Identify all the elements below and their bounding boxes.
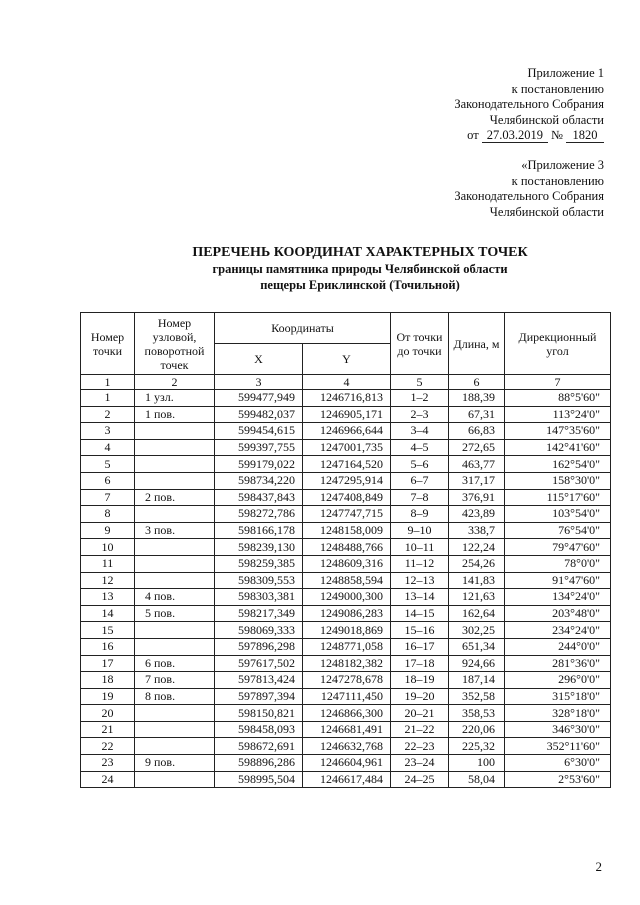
- cell-x: 598734,220: [215, 472, 303, 489]
- appendix-3-line-3: Законодательного Собрания: [454, 189, 604, 203]
- cell-point-no: 20: [81, 705, 135, 722]
- cell-point-no: 5: [81, 456, 135, 473]
- cell-x: 598995,504: [215, 771, 303, 788]
- cell-length: 66,83: [449, 423, 505, 440]
- cell-x: 599454,615: [215, 423, 303, 440]
- cell-x: 598458,093: [215, 721, 303, 738]
- cell-x: 598069,333: [215, 622, 303, 639]
- cell-from-to: 12–13: [391, 572, 449, 589]
- cell-length: 338,7: [449, 522, 505, 539]
- appendix-3-line-2: к постановлению: [511, 173, 604, 188]
- cell-bearing: 147°35'60": [505, 423, 611, 440]
- cell-length: 302,25: [449, 622, 505, 639]
- cell-y: 1248771,058: [303, 638, 391, 655]
- header-bearing: Дирекционный угол: [505, 313, 611, 375]
- cell-node-no: [135, 539, 215, 556]
- table-row: [81, 423, 611, 440]
- header-point-no: Номер точки: [81, 313, 135, 375]
- cell-bearing: 91°47'60": [505, 572, 611, 589]
- cell-node-no: 7 пов.: [135, 672, 215, 689]
- appendix-1-header: [304, 66, 604, 144]
- cell-point-no: 22: [81, 738, 135, 755]
- cell-x: 597617,502: [215, 655, 303, 672]
- cell-node-no: [135, 572, 215, 589]
- cell-bearing: 315°18'0": [505, 688, 611, 705]
- cell-node-no: [135, 506, 215, 523]
- cell-y: 1248182,382: [303, 655, 391, 672]
- cell-bearing: 6°30'0": [505, 755, 611, 772]
- appendix-3-line-4: Челябинской области: [489, 204, 604, 219]
- table-row: [81, 755, 611, 772]
- table-row: [81, 539, 611, 556]
- cell-from-to: 8–9: [391, 506, 449, 523]
- cell-from-to: 17–18: [391, 655, 449, 672]
- cell-point-no: 14: [81, 605, 135, 622]
- cell-node-no: 1 узл.: [135, 390, 215, 407]
- cell-point-no: 7: [81, 489, 135, 506]
- col-num-4: 4: [303, 375, 391, 390]
- cell-node-no: 1 пов.: [135, 406, 215, 423]
- cell-x: 598896,286: [215, 755, 303, 772]
- cell-y: 1248488,766: [303, 539, 391, 556]
- header-node-no: Номер узловой, поворотной точек: [135, 313, 215, 375]
- cell-point-no: 9: [81, 522, 135, 539]
- cell-length: 358,53: [449, 705, 505, 722]
- cell-node-no: [135, 456, 215, 473]
- table-row: [81, 472, 611, 489]
- cell-y: 1246716,813: [303, 390, 391, 407]
- cell-node-no: [135, 439, 215, 456]
- cell-length: 352,58: [449, 688, 505, 705]
- cell-y: 1247164,520: [303, 456, 391, 473]
- cell-point-no: 19: [81, 688, 135, 705]
- cell-length: 58,04: [449, 771, 505, 788]
- cell-bearing: 244°0'0": [505, 638, 611, 655]
- appendix-3-title: «Приложение 3: [521, 158, 604, 172]
- cell-x: 599482,037: [215, 406, 303, 423]
- cell-length: 225,32: [449, 738, 505, 755]
- cell-length: 122,24: [449, 539, 505, 556]
- cell-y: 1247408,849: [303, 489, 391, 506]
- cell-y: 1246681,491: [303, 721, 391, 738]
- cell-y: 1246905,171: [303, 406, 391, 423]
- cell-from-to: 20–21: [391, 705, 449, 722]
- cell-bearing: 76°54'0": [505, 522, 611, 539]
- cell-length: 254,26: [449, 555, 505, 572]
- page-number: 2: [595, 859, 602, 874]
- cell-x: 598437,843: [215, 489, 303, 506]
- cell-node-no: 3 пов.: [135, 522, 215, 539]
- cell-bearing: 203°48'0": [505, 605, 611, 622]
- cell-length: 272,65: [449, 439, 505, 456]
- table-row: [81, 705, 611, 722]
- cell-point-no: 1: [81, 390, 135, 407]
- cell-from-to: 22–23: [391, 738, 449, 755]
- cell-node-no: 4 пов.: [135, 589, 215, 606]
- table-row: [81, 605, 611, 622]
- cell-point-no: 4: [81, 439, 135, 456]
- cell-from-to: 5–6: [391, 456, 449, 473]
- cell-x: 598272,786: [215, 506, 303, 523]
- cell-y: 1248858,594: [303, 572, 391, 589]
- title-line-2: границы памятника природы Челябинской области: [212, 262, 508, 276]
- cell-length: 187,14: [449, 672, 505, 689]
- cell-y: 1247111,450: [303, 688, 391, 705]
- coordinates-table: [80, 312, 611, 788]
- date-prefix: от: [467, 128, 479, 142]
- cell-from-to: 13–14: [391, 589, 449, 606]
- appendix-1-date-line: [304, 128, 604, 144]
- cell-bearing: 88°5'60": [505, 390, 611, 407]
- cell-from-to: 10–11: [391, 539, 449, 556]
- header-length: Длина, м: [449, 313, 505, 375]
- header-y: Y: [303, 344, 391, 375]
- cell-y: 1246866,300: [303, 705, 391, 722]
- table-row: [81, 489, 611, 506]
- table-row: [81, 672, 611, 689]
- cell-y: 1247747,715: [303, 506, 391, 523]
- cell-node-no: 6 пов.: [135, 655, 215, 672]
- cell-x: 597896,298: [215, 638, 303, 655]
- cell-bearing: 134°24'0": [505, 589, 611, 606]
- table-row: [81, 589, 611, 606]
- cell-node-no: [135, 622, 215, 639]
- cell-node-no: [135, 423, 215, 440]
- cell-length: 188,39: [449, 390, 505, 407]
- cell-from-to: 3–4: [391, 423, 449, 440]
- cell-x: 598239,130: [215, 539, 303, 556]
- cell-bearing: 158°30'0": [505, 472, 611, 489]
- cell-from-to: 18–19: [391, 672, 449, 689]
- col-num-3: 3: [215, 375, 303, 390]
- col-num-6: 6: [449, 375, 505, 390]
- cell-bearing: 162°54'0": [505, 456, 611, 473]
- number-prefix: №: [550, 128, 563, 142]
- cell-y: 1247295,914: [303, 472, 391, 489]
- cell-point-no: 3: [81, 423, 135, 440]
- col-num-5: 5: [391, 375, 449, 390]
- table-row: [81, 406, 611, 423]
- cell-bearing: 346°30'0": [505, 721, 611, 738]
- cell-node-no: [135, 738, 215, 755]
- cell-bearing: 296°0'0": [505, 672, 611, 689]
- title-line-1: ПЕРЕЧЕНЬ КООРДИНАТ ХАРАКТЕРНЫХ ТОЧЕК: [192, 245, 528, 260]
- cell-from-to: 23–24: [391, 755, 449, 772]
- header-from-to: От точки до точки: [391, 313, 449, 375]
- table-row: [81, 638, 611, 655]
- cell-bearing: 234°24'0": [505, 622, 611, 639]
- resolution-number: 1820: [566, 129, 604, 143]
- table-row: [81, 688, 611, 705]
- document-title: [0, 244, 640, 293]
- cell-x: 597897,394: [215, 688, 303, 705]
- cell-point-no: 15: [81, 622, 135, 639]
- appendix-1-line-2: к постановлению: [511, 81, 604, 96]
- header-coordinates: Координаты: [215, 313, 391, 344]
- cell-from-to: 1–2: [391, 390, 449, 407]
- cell-x: 598672,691: [215, 738, 303, 755]
- table-row: [81, 439, 611, 456]
- table-row: [81, 506, 611, 523]
- cell-point-no: 21: [81, 721, 135, 738]
- col-num-2: 2: [135, 375, 215, 390]
- cell-node-no: 5 пов.: [135, 605, 215, 622]
- table-row: [81, 456, 611, 473]
- cell-length: 376,91: [449, 489, 505, 506]
- cell-from-to: 7–8: [391, 489, 449, 506]
- title-line-3: пещеры Ериклинской (Точильной): [260, 278, 460, 292]
- table-row: [81, 522, 611, 539]
- cell-x: 598259,385: [215, 555, 303, 572]
- cell-point-no: 12: [81, 572, 135, 589]
- table-row: [81, 655, 611, 672]
- cell-x: 597813,424: [215, 672, 303, 689]
- cell-from-to: 14–15: [391, 605, 449, 622]
- table-row: [81, 738, 611, 755]
- cell-length: 651,34: [449, 638, 505, 655]
- cell-x: 598150,821: [215, 705, 303, 722]
- cell-node-no: [135, 721, 215, 738]
- cell-bearing: 115°17'60": [505, 489, 611, 506]
- table-header: [81, 313, 611, 390]
- cell-node-no: 9 пов.: [135, 755, 215, 772]
- cell-bearing: 78°0'0": [505, 555, 611, 572]
- cell-point-no: 6: [81, 472, 135, 489]
- cell-bearing: 142°41'60": [505, 439, 611, 456]
- cell-from-to: 24–25: [391, 771, 449, 788]
- cell-y: 1248158,009: [303, 522, 391, 539]
- cell-bearing: 281°36'0": [505, 655, 611, 672]
- cell-length: 423,89: [449, 506, 505, 523]
- cell-length: 924,66: [449, 655, 505, 672]
- cell-y: 1249000,300: [303, 589, 391, 606]
- cell-bearing: 79°47'60": [505, 539, 611, 556]
- cell-y: 1249018,869: [303, 622, 391, 639]
- cell-bearing: 352°11'60": [505, 738, 611, 755]
- cell-node-no: [135, 472, 215, 489]
- cell-point-no: 8: [81, 506, 135, 523]
- cell-from-to: 15–16: [391, 622, 449, 639]
- cell-from-to: 19–20: [391, 688, 449, 705]
- cell-bearing: 2°53'60": [505, 771, 611, 788]
- cell-x: 598303,381: [215, 589, 303, 606]
- cell-length: 121,63: [449, 589, 505, 606]
- cell-point-no: 2: [81, 406, 135, 423]
- cell-node-no: [135, 705, 215, 722]
- cell-length: 463,77: [449, 456, 505, 473]
- appendix-1-title: Приложение 1: [527, 66, 604, 80]
- table-row: [81, 721, 611, 738]
- table-row: [81, 771, 611, 788]
- cell-y: 1246617,484: [303, 771, 391, 788]
- cell-point-no: 11: [81, 555, 135, 572]
- cell-point-no: 24: [81, 771, 135, 788]
- cell-bearing: 103°54'0": [505, 506, 611, 523]
- cell-x: 599397,755: [215, 439, 303, 456]
- cell-point-no: 16: [81, 638, 135, 655]
- cell-from-to: 9–10: [391, 522, 449, 539]
- cell-node-no: [135, 555, 215, 572]
- cell-length: 100: [449, 755, 505, 772]
- cell-y: 1246966,644: [303, 423, 391, 440]
- appendix-1-line-3: Законодательного Собрания: [454, 97, 604, 111]
- cell-point-no: 23: [81, 755, 135, 772]
- col-num-7: 7: [505, 375, 611, 390]
- column-numbers-row: [81, 375, 611, 390]
- table-row: [81, 572, 611, 589]
- appendix-3-header: [304, 158, 604, 220]
- cell-from-to: 11–12: [391, 555, 449, 572]
- cell-point-no: 18: [81, 672, 135, 689]
- cell-node-no: [135, 638, 215, 655]
- cell-bearing: 328°18'0": [505, 705, 611, 722]
- col-num-1: 1: [81, 375, 135, 390]
- cell-y: 1247278,678: [303, 672, 391, 689]
- cell-from-to: 6–7: [391, 472, 449, 489]
- cell-x: 598309,553: [215, 572, 303, 589]
- cell-length: 220,06: [449, 721, 505, 738]
- table-row: [81, 390, 611, 407]
- cell-length: 317,17: [449, 472, 505, 489]
- cell-y: 1247001,735: [303, 439, 391, 456]
- cell-from-to: 21–22: [391, 721, 449, 738]
- cell-point-no: 17: [81, 655, 135, 672]
- cell-y: 1248609,316: [303, 555, 391, 572]
- cell-x: 598217,349: [215, 605, 303, 622]
- table-row: [81, 555, 611, 572]
- cell-length: 67,31: [449, 406, 505, 423]
- cell-y: 1246604,961: [303, 755, 391, 772]
- cell-node-no: 2 пов.: [135, 489, 215, 506]
- cell-length: 141,83: [449, 572, 505, 589]
- cell-node-no: [135, 771, 215, 788]
- cell-x: 599477,949: [215, 390, 303, 407]
- cell-length: 162,64: [449, 605, 505, 622]
- cell-x: 598166,178: [215, 522, 303, 539]
- resolution-date: 27.03.2019: [482, 129, 548, 143]
- appendix-1-line-4: Челябинской области: [489, 112, 604, 127]
- cell-from-to: 4–5: [391, 439, 449, 456]
- cell-from-to: 16–17: [391, 638, 449, 655]
- cell-from-to: 2–3: [391, 406, 449, 423]
- table-body: [81, 390, 611, 788]
- cell-x: 599179,022: [215, 456, 303, 473]
- cell-bearing: 113°24'0": [505, 406, 611, 423]
- cell-node-no: 8 пов.: [135, 688, 215, 705]
- cell-y: 1246632,768: [303, 738, 391, 755]
- table-row: [81, 622, 611, 639]
- cell-y: 1249086,283: [303, 605, 391, 622]
- header-x: X: [215, 344, 303, 375]
- cell-point-no: 10: [81, 539, 135, 556]
- cell-point-no: 13: [81, 589, 135, 606]
